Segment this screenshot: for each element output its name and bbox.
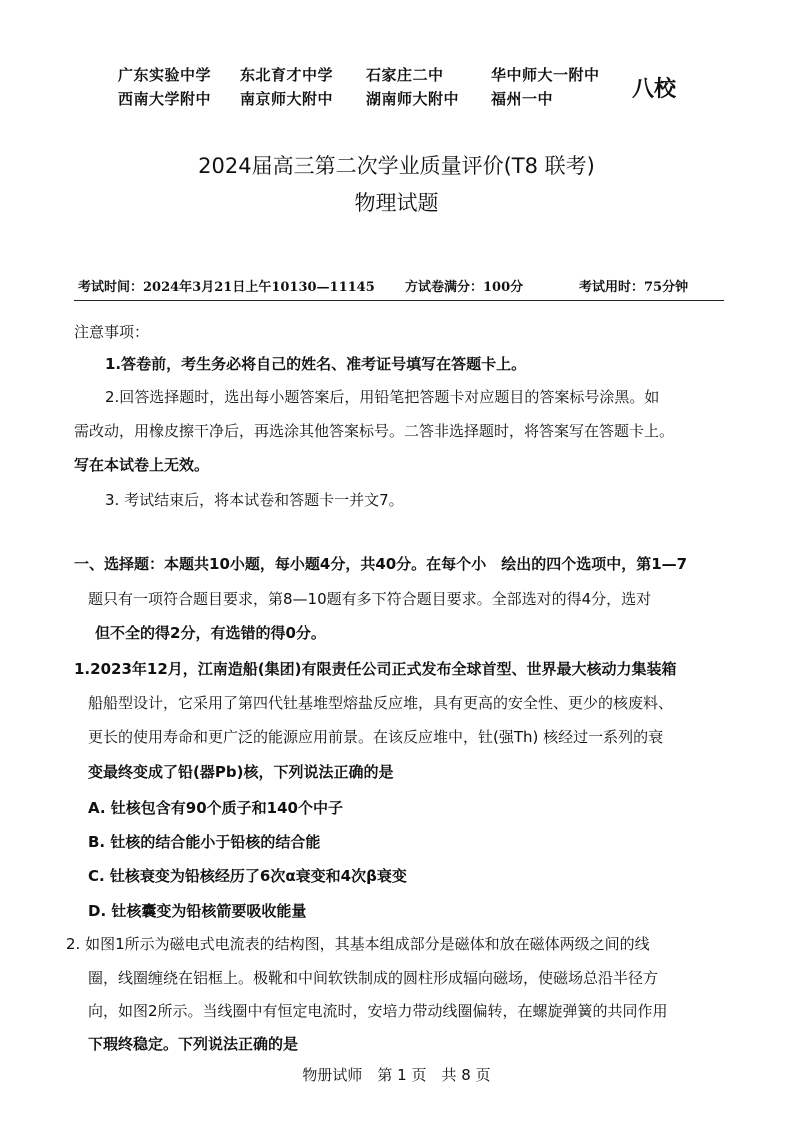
notes-heading: 注意事项： (74, 323, 150, 341)
question-text: 下瑕终稳定。下列说法正确的是 (88, 1035, 299, 1053)
note-item: 2.回答选择题时，选出每小题答案后，用铅笔把答题卡对应题目的答案标号涂黑。如 (105, 388, 660, 406)
section-heading: 一、选择题：本题共10小题，每小题4分，共40分。在每个小 绘出的四个选项中，第1—7 (74, 555, 688, 573)
section-instructions: 但不全的得2分，有选错的得0分。 (95, 624, 326, 642)
note-item: 写在本试卷上无效。 (74, 456, 210, 474)
answer-option: C. 钍核衰变为铅核经历了6次α衰变和4次β衰变 (88, 867, 407, 885)
answer-option: D. 钍核囊变为铅核箭要吸收能量 (88, 902, 307, 920)
question-text: 圈，线圈缠绕在铝框上。极靴和中间软铁制成的圆柱形成辐向磁场，使磁场总沿半径方 (88, 969, 659, 987)
question-text: 向，如图2所示。当线圈中有恒定电流时，安培力带动线圈偏转，在螺旋弹簧的共同作用 (88, 1002, 668, 1020)
school-name: 广东实验中学 (118, 66, 212, 84)
school-name: 湖南师大附中 (366, 90, 460, 108)
question-text: 2. 如图1所示为磁电式电流表的结构图，其基本组成部分是磁体和放在磁体两级之间的线 (66, 935, 650, 953)
school-name: 东北育才中学 (240, 66, 334, 84)
school-name: 华中师大一附中 (491, 66, 600, 84)
section-instructions: 题只有一项符合题目要求，第8—10题有多下符合题目要求。全部选对的得4分，选对 (88, 590, 652, 608)
page-footer: 物册试师 第 1 页 共 8 页 (302, 1066, 491, 1084)
full-score: 方试卷满分：100分 (405, 280, 524, 295)
exam-duration: 考试用时：75分钟 (579, 280, 689, 295)
question-text: 更长的使用寿命和更广泛的能源应用前景。在该反应堆中，钍(强Th) 核经过一系列的衰 (88, 728, 664, 746)
note-item: 1.答卷前，考生务必将自己的姓名、准考证号填写在答题卡上。 (105, 355, 527, 373)
exam-time: 考试时间：2024年3月21日上午10130—11145 (78, 280, 375, 295)
answer-option: A. 钍核包含有90个质子和140个中子 (88, 799, 343, 817)
answer-option: B. 钍核的结合能小于铅核的结合能 (88, 833, 321, 851)
question-text: 1.2023年12月，江南造船(集团)有限责任公司正式发布全球首型、世界最大核动力集装箱 (74, 660, 677, 678)
subject-title: 物理试题 (354, 191, 439, 215)
question-text: 变最终变成了铅(器Pb)核，下列说法正确的是 (88, 763, 394, 781)
note-item: 3. 考试结束后，将本试卷和答题卡一并文7。 (105, 491, 404, 509)
exam-title: 2024届高三第二次学业质量评价(T8 联考) (198, 154, 595, 178)
eight-schools-badge: 八校 (632, 77, 677, 102)
school-name: 西南大学附中 (118, 90, 212, 108)
divider-rule (74, 300, 724, 301)
school-name: 石家庄二中 (366, 66, 444, 84)
school-name: 福州一中 (491, 90, 554, 108)
school-name: 南京师大附中 (240, 90, 334, 108)
note-item: 需改动，用橡皮擦干净后，再选涂其他答案标号。二答非选择题时，将答案写在答题卡上。 (74, 422, 675, 440)
question-text: 船船型设计，它采用了第四代钍基堆型熔盐反应堆，具有更高的安全性、更少的核废料、 (88, 694, 674, 712)
